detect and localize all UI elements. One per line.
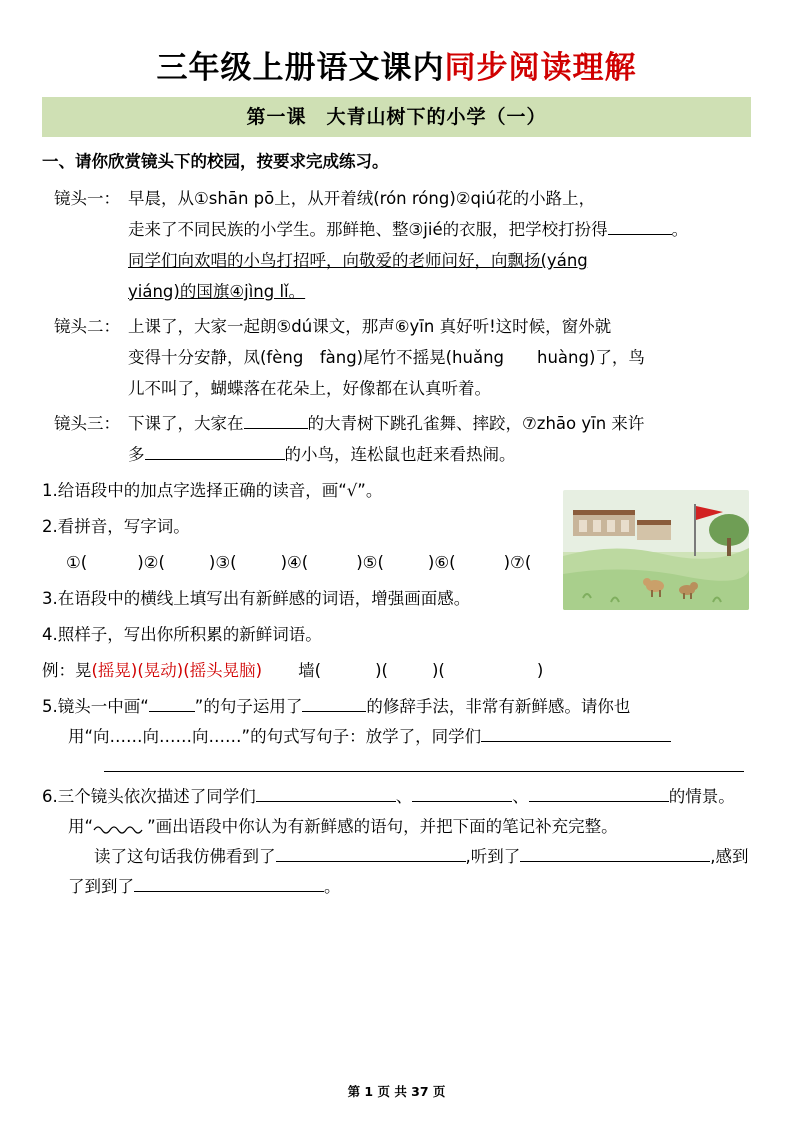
fill-blank[interactable] (276, 861, 466, 862)
shot-three-line1-a: 下课了，大家在 (128, 414, 244, 433)
shot-three-label: 镜头三： (54, 414, 120, 433)
question-6-line2 (42, 812, 751, 842)
q6-line3-c: ,感到 (710, 847, 749, 866)
q6-line1-a: 6.三个镜头依次描述了同学们 (42, 787, 256, 806)
fill-blank[interactable] (134, 891, 324, 892)
wavy-underline-icon (93, 815, 147, 829)
question-6-line4 (42, 872, 751, 902)
fill-blank[interactable] (481, 741, 671, 742)
question-5 (42, 692, 751, 752)
shot-three-body (128, 408, 751, 470)
q6-line3-b: ,听到了 (465, 847, 521, 866)
section-heading: 一、请你欣赏镜头下的校园，按要求完成练习。 (42, 152, 389, 171)
fill-blank[interactable] (412, 801, 512, 802)
example-red-3: (摇头晃脑) (183, 661, 263, 680)
shot-one-line2 (128, 214, 751, 245)
page-title-black: 三年级上册语文课内 (156, 50, 445, 86)
example-prefix: 例：晃 (42, 661, 92, 680)
fill-blank[interactable] (529, 801, 669, 802)
shot-one-label: 镜头一： (54, 189, 120, 208)
shot-one (42, 183, 751, 307)
shot-two-line1: 上课了，大家一起朗⑤dú课文，那声⑥yīn 真好听!这时候，窗外就 (128, 317, 612, 336)
shot-two (42, 311, 751, 404)
q6-line4-a: 了到到了 (68, 877, 134, 896)
shot-two-line2: 变得十分安静，凤(fèng fàng)尾竹不摇晃(huǎng huàng)了，鸟 (128, 348, 645, 367)
question-5-line2 (42, 722, 751, 752)
shot-one-line2-end: 。 (671, 220, 689, 239)
bracket-1: ①( (66, 553, 88, 572)
q5-line2-a: 用“向……向……向……”的句式写句子：放学了，同学们 (68, 727, 482, 746)
q6-line1-d: 的情景。 (668, 787, 735, 806)
q5-line1-c: 的修辞手法，非常有新鲜感。请你也 (366, 697, 631, 716)
q5-line1-a: 5.镜头一中画“ (42, 697, 149, 716)
question-5-line1 (42, 692, 751, 722)
q5-line1-b: ”的句子运用了 (194, 697, 303, 716)
shot-one-line1: 早晨，从①shān pō上，从开着绒(rón róng)②qiú花的小路上， (128, 189, 596, 208)
page-title-red: 同步阅读理解 (444, 50, 637, 86)
shot-one-line3: 同学们向欢唱的小鸟打招呼，向敬爱的老师问好，向飘扬(yáng (128, 251, 588, 270)
example-mid-2: )( (431, 661, 445, 680)
q6-line1-b: 、 (395, 787, 413, 806)
shot-three-line2-a: 多 (128, 445, 145, 464)
shot-three-line2 (128, 439, 751, 470)
shot-two-label: 镜头二： (54, 317, 120, 336)
question-6-line3 (42, 842, 751, 872)
question-6-line1 (42, 782, 751, 812)
fill-blank[interactable] (244, 428, 308, 429)
bracket-3: )③( (208, 553, 237, 572)
bracket-2: )②( (137, 553, 165, 572)
example-red-1: (摇晃) (91, 661, 138, 680)
bracket-5: )⑤( (356, 553, 384, 572)
fill-blank[interactable] (520, 861, 710, 862)
question-3: 3.在语段中的横线上填写出有新鲜感的词语，增强画面感。 (42, 589, 471, 608)
shot-two-body (128, 311, 751, 404)
shot-three-line1 (128, 408, 751, 439)
fill-blank[interactable] (149, 711, 195, 712)
page-footer: 第 1 页 共 37 页 (347, 1084, 446, 1099)
fill-blank[interactable] (145, 459, 285, 460)
bracket-4: )④( (280, 553, 309, 572)
q6-line3-a: 读了这句话我仿佛看到了 (94, 847, 276, 866)
q6-line1-c: 、 (512, 787, 529, 806)
q6-line4-b: 。 (324, 877, 341, 896)
shot-three (42, 408, 751, 470)
answer-line[interactable] (104, 770, 744, 772)
shot-one-line2-text: 走来了不同民族的小学生。那鲜艳、整③jié的衣服，把学校打扮得 (128, 220, 608, 239)
fill-blank[interactable] (302, 711, 366, 712)
example-red-2: (晃动) (137, 661, 184, 680)
shot-three-line1-b: 的大青树下跳孔雀舞、摔跤，⑦zhāo yīn 来许 (307, 414, 645, 433)
question-6 (42, 782, 751, 902)
q6-line2-a: 用“ (68, 817, 94, 836)
lesson-heading-bar: 第一课 大青山树下的小学（一） (42, 97, 751, 137)
school-illustration (563, 490, 749, 610)
question-4: 4.照样子，写出你所积累的新鲜词语。 (42, 625, 322, 644)
question-1: 1.给语段中的加点字选择正确的读音，画“√”。 (42, 481, 383, 500)
example-mid-1: )( (375, 661, 388, 680)
page-title (42, 42, 751, 87)
question-2: 2.看拼音，写字词。 (42, 517, 190, 536)
shot-one-line4: yiáng)的国旗④jìng lǐ。 (128, 282, 306, 301)
fill-blank[interactable] (256, 801, 396, 802)
shot-one-body (128, 183, 751, 307)
example-line (42, 656, 751, 686)
bracket-6: )⑥( (427, 553, 456, 572)
example-end: ) (536, 661, 544, 680)
bracket-7: )⑦( (503, 553, 532, 572)
fill-blank[interactable] (608, 234, 672, 235)
example-wall: 墙( (298, 661, 322, 680)
shot-three-line2-b: 的小鸟，连松鼠也赶来看热闹。 (284, 445, 516, 464)
shot-two-line3: 儿不叫了，蝴蝶落在花朵上，好像都在认真听着。 (128, 379, 491, 398)
q6-line2-b: ”画出语段中你认为有新鲜感的语句，并把下面的笔记补充完整。 (147, 817, 618, 836)
